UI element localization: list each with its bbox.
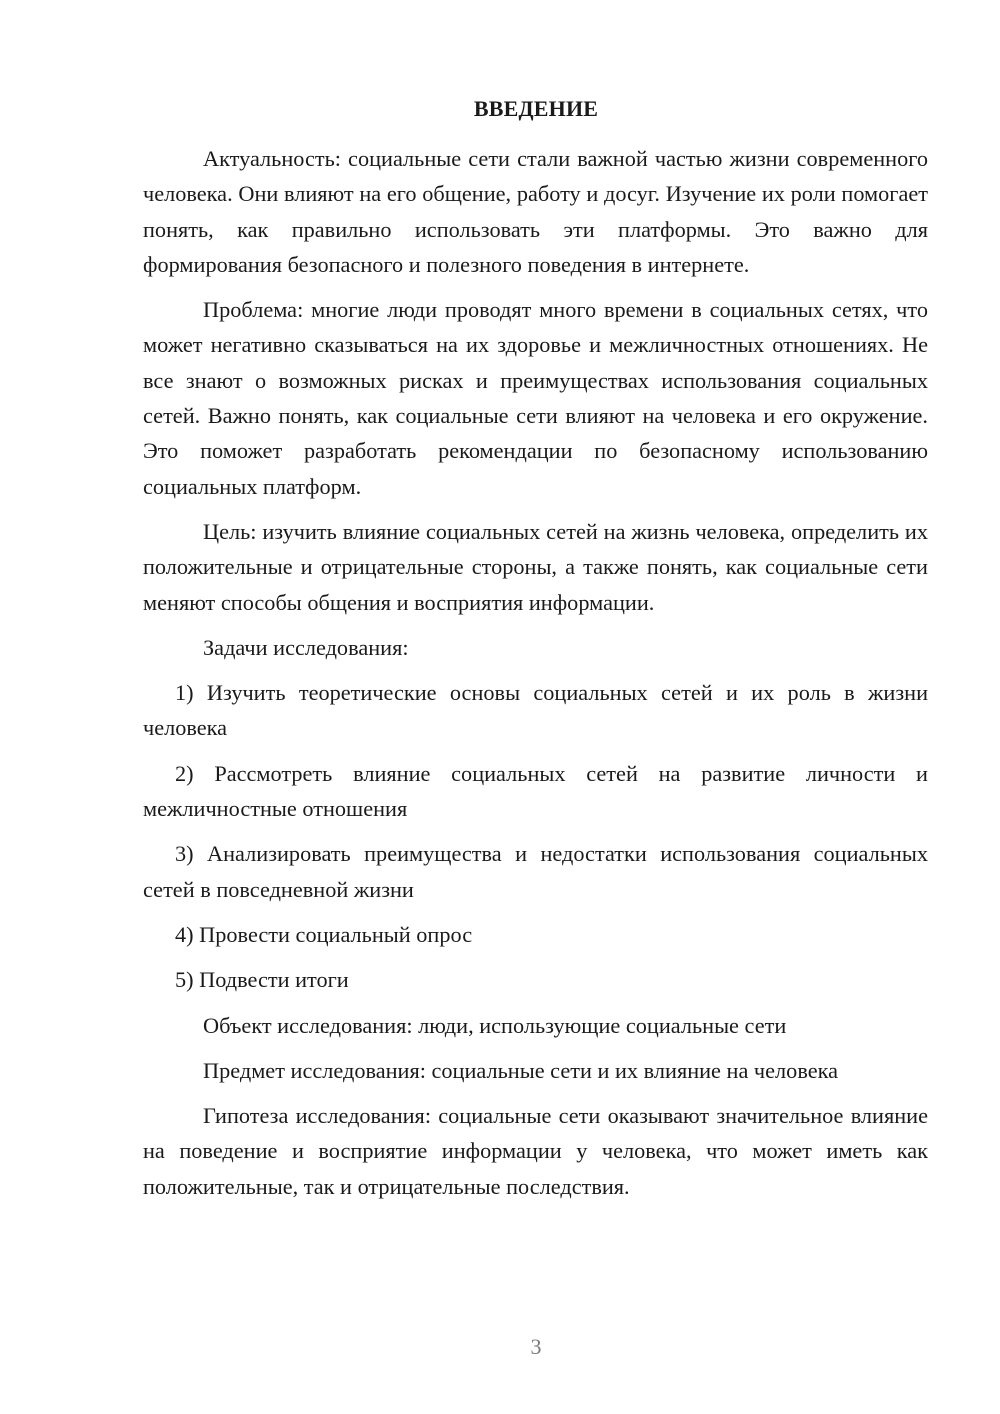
task-item-1: 1) Изучить теоретические основы социальных сетей и их роль в жизни человека xyxy=(143,680,928,741)
paragraph-relevance: Актуальность: социальные сети стали важной частью жизни современного человека. Они влияют на его общение, работу и досуг. Изучение их роли помогает понять, как правильно использовать эти платформы. Это важно для формирования безопасного и полезного поведения в интернете. xyxy=(143,146,928,277)
document-body xyxy=(143,141,928,1214)
page-number: 3 xyxy=(530,1334,542,1359)
paragraph-problem: Проблема: многие люди проводят много времени в социальных сетях, что может негативно сказываться на их здоровье и межличностных отношениях. Не все знают о возможных рисках и преимуществах использования социальных сетей. Важно понять, как социальные сети влияют на человека и его окружение. Это поможет разработать рекомендации по безопасному использованию социальных платформ. xyxy=(143,297,928,499)
page-title: ВВЕДЕНИЕ xyxy=(473,96,599,121)
task-item-4: 4) Провести социальный опрос xyxy=(175,921,473,947)
tasks-heading: Задачи исследования: xyxy=(203,634,409,660)
research-subject: Предмет исследования: социальные сети и их влияние на человека xyxy=(203,1057,839,1083)
research-hypothesis: Гипотеза исследования: социальные сети оказывают значительное влияние на поведение и восприятие информации у человека, что может иметь как положительные, так и отрицательные последствия. xyxy=(143,1103,928,1199)
task-item-2: 2) Рассмотреть влияние социальных сетей на развитие личности и межличностные отношения xyxy=(143,760,928,822)
task-item-3: 3) Анализировать преимущества и недостатки использования социальных сетей в повседневной жизни xyxy=(143,841,928,902)
paragraph-goal: Цель: изучить влияние социальных сетей на жизнь человека, определить их положительные и отрицательные стороны, а также понять, как социальные сети меняют способы общения и восприятия информации. xyxy=(143,518,928,615)
task-item-5: 5) Подвести итоги xyxy=(175,967,349,993)
research-object: Объект исследования: люди, использующие социальные сети xyxy=(203,1012,787,1038)
